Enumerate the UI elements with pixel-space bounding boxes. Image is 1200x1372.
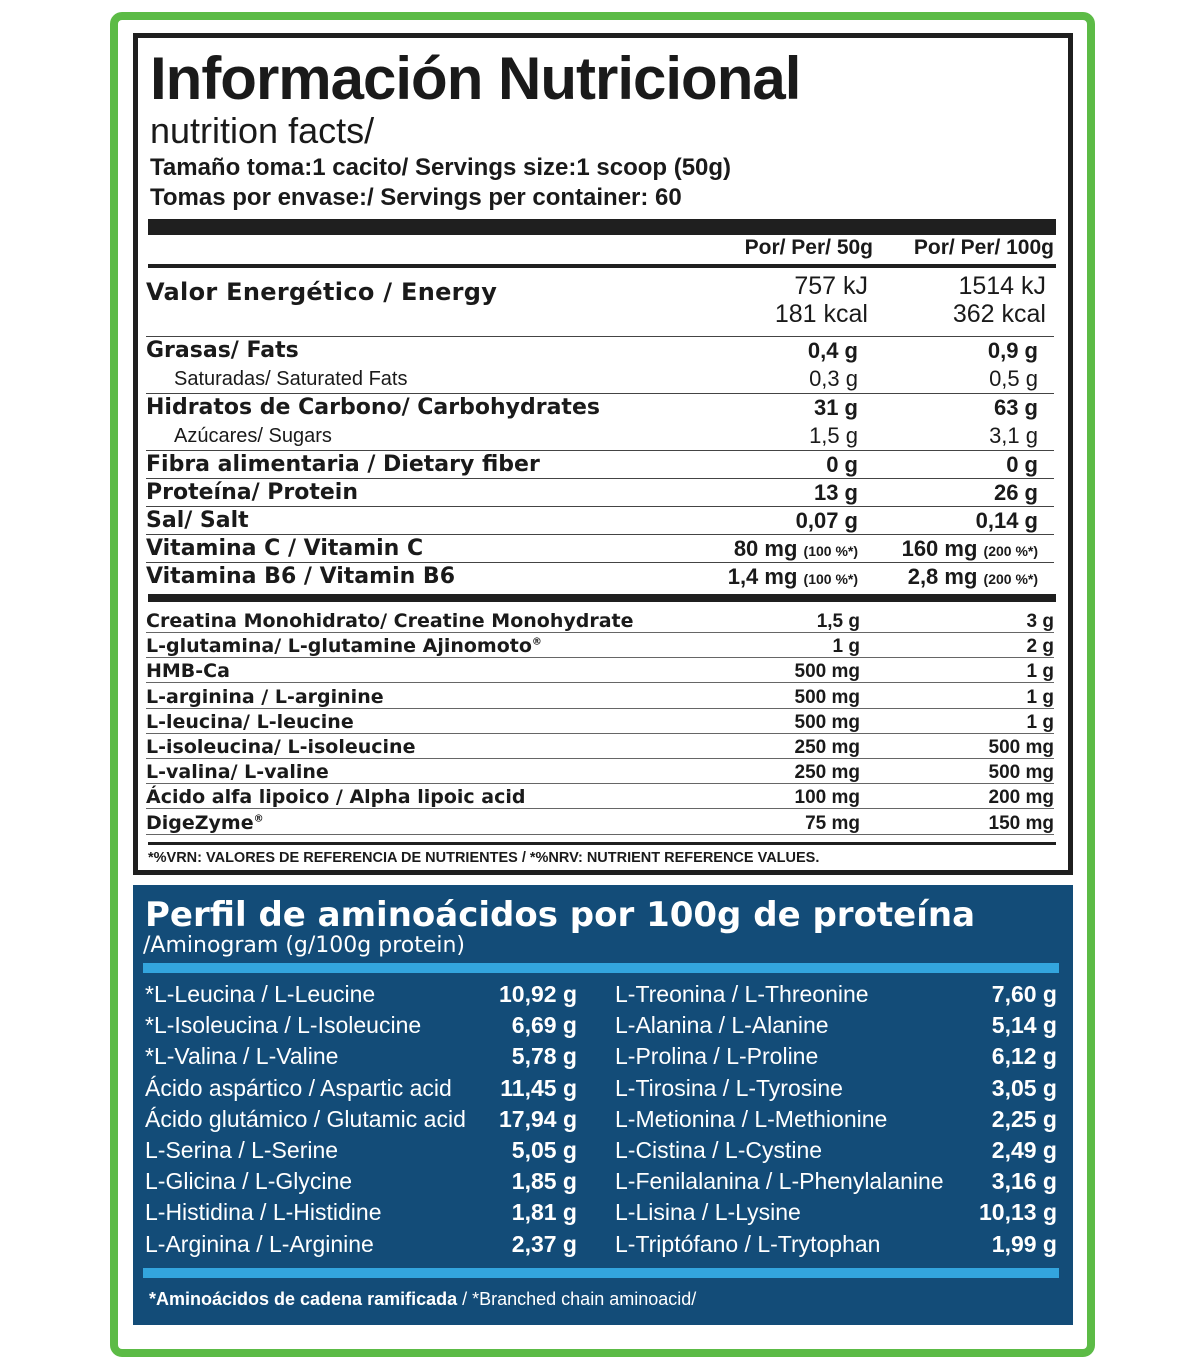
amino-row xyxy=(615,1137,1057,1168)
ingredient-label xyxy=(146,736,415,758)
ingredient-value-50: 100 mg xyxy=(794,787,860,809)
nutrient-row xyxy=(146,450,1054,478)
energy-per-serving xyxy=(775,272,868,328)
energy-kcal-100: 362 kcal xyxy=(952,300,1046,328)
ingredient-name: L-glutamina/ L-glutamine Ajinomoto xyxy=(146,635,532,658)
ingredient-label xyxy=(146,711,354,733)
servings-per-container: Tomas por envase:/ Servings per container: 60 xyxy=(150,184,682,211)
ingredient-value-50: 500 mg xyxy=(794,711,860,733)
page-title: Información Nutricional xyxy=(150,45,801,112)
amino-label: L-Lisina / L-Lysine xyxy=(615,1199,801,1226)
ingredient-name: Creatina Monohidrato/ Creatine Monohydrate xyxy=(146,610,634,632)
amino-value: 6,69 g xyxy=(511,1012,577,1039)
column-header-per-serving: Por/ Per/ 50g xyxy=(744,236,873,259)
amino-row xyxy=(145,1199,577,1230)
nutrient-amount-100: 2,8 mg xyxy=(907,564,978,589)
nutrient-label: Proteína/ Protein xyxy=(146,480,358,505)
nutrient-row xyxy=(146,422,1054,450)
ingredient-row xyxy=(146,734,1054,759)
ingredient-value-100: 1 g xyxy=(1026,661,1054,683)
nutrient-value-50 xyxy=(796,508,858,534)
energy-kj-100: 1514 kJ xyxy=(958,272,1046,300)
nutrient-value-100 xyxy=(988,338,1038,364)
amino-value: 1,81 g xyxy=(511,1199,577,1226)
amino-row xyxy=(145,1106,577,1137)
ingredient-row xyxy=(146,784,1054,809)
ingredient-value-50: 500 mg xyxy=(794,661,860,683)
nutrient-amount-100: 3,1 g xyxy=(989,423,1038,448)
nutrient-label: Sal/ Salt xyxy=(146,508,249,533)
nutrient-amount-100: 0,9 g xyxy=(987,338,1038,363)
ingredient-row xyxy=(146,684,1054,709)
nutrient-label: Grasas/ Fats xyxy=(146,338,299,363)
nrv-footnote: *%VRN: VALORES DE REFERENCIA DE NUTRIENTES / *%NRV: NUTRIENT REFERENCE VALUES. xyxy=(148,850,820,866)
nutrient-value-50 xyxy=(809,423,858,449)
nutrient-row xyxy=(146,393,1054,421)
amino-value: 1,99 g xyxy=(991,1230,1057,1257)
nutrient-row xyxy=(146,534,1054,562)
amino-value: 6,12 g xyxy=(991,1043,1057,1070)
amino-label: L-Alanina / L-Alanine xyxy=(615,1012,829,1039)
nutrient-amount-100: 63 g xyxy=(993,395,1038,420)
amino-row xyxy=(145,1137,577,1168)
nutrient-value-50 xyxy=(728,564,858,590)
nutrient-value-50 xyxy=(814,480,858,506)
ingredient-name: L-isoleucina/ L-isoleucine xyxy=(146,736,416,758)
page-subtitle: nutrition facts/ xyxy=(150,110,375,151)
divider-footnote xyxy=(148,842,1056,845)
amino-value: 17,94 g xyxy=(499,1105,577,1132)
aminogram-panel xyxy=(133,885,1073,1325)
nutrient-value-100 xyxy=(1006,452,1038,478)
ingredient-row xyxy=(146,709,1054,734)
aminogram-footnote-bold: *Aminoácidos de cadena ramificada xyxy=(149,1289,458,1309)
ingredient-name: HMB-Ca xyxy=(146,660,230,683)
energy-kj-50: 757 kJ xyxy=(794,272,868,300)
ingredient-row xyxy=(146,608,1054,633)
nutrient-label: Hidratos de Carbono/ Carbohydrates xyxy=(146,395,600,420)
nutrient-row xyxy=(146,562,1054,590)
amino-label: *L-Leucina / L-Leucine xyxy=(145,981,376,1007)
amino-value: 10,13 g xyxy=(979,1199,1057,1226)
nutrient-row xyxy=(146,478,1054,506)
ingredient-value-50: 250 mg xyxy=(794,737,860,758)
nutrient-label: Vitamina B6 / Vitamin B6 xyxy=(146,564,456,589)
ingredient-value-50: 500 mg xyxy=(794,686,860,708)
amino-row xyxy=(145,1168,577,1199)
amino-label: Ácido glutámico / Glutamic acid xyxy=(145,1105,466,1132)
amino-row xyxy=(615,981,1057,1012)
nutrient-amount-50: 0 g xyxy=(826,452,858,477)
energy-per-100 xyxy=(953,272,1046,328)
nutrient-amount-100: 0,5 g xyxy=(989,366,1038,391)
amino-row xyxy=(615,1106,1057,1137)
amino-value: 3,16 g xyxy=(991,1168,1057,1195)
nutrient-value-100 xyxy=(989,423,1038,449)
aminogram-subtitle: /Aminogram (g/100g protein) xyxy=(143,933,466,958)
ingredient-value-100: 500 mg xyxy=(988,737,1054,758)
ingredient-name: L-arginina / L-arginine xyxy=(146,685,384,708)
ingredient-label xyxy=(146,686,384,708)
amino-row xyxy=(615,1199,1057,1230)
amino-label: *L-Isoleucina / L-Isoleucine xyxy=(145,1012,422,1039)
nutrient-value-50 xyxy=(814,395,858,421)
aminogram-bar-bottom xyxy=(143,1268,1059,1278)
nutrient-value-100 xyxy=(976,508,1038,534)
ingredient-label xyxy=(146,660,230,682)
ingredient-name: L-leucina/ L-leucine xyxy=(146,710,354,733)
ingredient-value-50: 1,5 g xyxy=(816,611,860,632)
amino-label: L-Cistina / L-Cystine xyxy=(615,1137,823,1163)
nutrient-nrv-100: (200 %*) xyxy=(983,543,1038,559)
amino-label: L-Histidina / L-Histidine xyxy=(145,1199,382,1226)
amino-label: Ácido aspártico / Aspartic acid xyxy=(145,1074,452,1101)
ingredient-name: DigeZyme xyxy=(146,811,254,834)
nutrient-value-50 xyxy=(809,366,858,392)
ingredient-name: L-valina/ L-valine xyxy=(146,761,329,784)
ingredient-label xyxy=(146,761,329,783)
amino-value: 7,60 g xyxy=(991,981,1057,1007)
amino-value: 1,85 g xyxy=(511,1168,577,1195)
aminogram-title: Perfil de aminoácidos por 100g de proteína xyxy=(145,895,976,935)
nutrient-amount-100: 0 g xyxy=(1006,452,1038,477)
ingredient-value-100: 150 mg xyxy=(988,812,1054,834)
nutrient-value-100 xyxy=(902,536,1038,562)
ingredient-label xyxy=(146,812,264,834)
nutrient-amount-50: 0,4 g xyxy=(807,338,858,363)
nutrient-value-100 xyxy=(989,366,1038,392)
nutrient-label: Fibra alimentaria / Dietary fiber xyxy=(146,452,540,477)
energy-kcal-50: 181 kcal xyxy=(774,300,868,328)
amino-value: 3,05 g xyxy=(991,1074,1057,1101)
amino-value: 2,37 g xyxy=(511,1230,577,1257)
amino-row xyxy=(145,981,577,1012)
nutrient-value-50 xyxy=(808,338,858,364)
ingredient-value-100: 200 mg xyxy=(988,787,1054,809)
ingredient-row xyxy=(146,810,1054,835)
amino-row xyxy=(145,1231,577,1262)
nutrient-label: Saturadas/ Saturated Fats xyxy=(174,368,408,390)
nutrient-amount-50: 0,07 g xyxy=(795,508,858,533)
nutrient-amount-50: 1,5 g xyxy=(809,423,858,448)
ingredient-value-100: 3 g xyxy=(1026,611,1054,632)
amino-label: L-Tirosina / L-Tyrosine xyxy=(615,1074,843,1101)
aminogram-footnote xyxy=(149,1289,696,1310)
ingredient-label xyxy=(146,635,542,657)
amino-value: 5,78 g xyxy=(511,1043,577,1070)
amino-label: L-Arginina / L-Arginine xyxy=(145,1230,374,1257)
nutrient-row xyxy=(146,336,1054,364)
amino-row xyxy=(615,1012,1057,1043)
ingredient-name: Ácido alfa lipoico / Alpha lipoic acid xyxy=(146,786,526,809)
registered-mark: ® xyxy=(531,636,542,648)
ingredient-value-50: 250 mg xyxy=(794,762,860,784)
aminogram-bar-top xyxy=(143,963,1059,973)
amino-label: L-Serina / L-Serine xyxy=(145,1137,339,1163)
amino-label: L-Treonina / L-Threonine xyxy=(615,981,869,1007)
amino-label: L-Glicina / L-Glycine xyxy=(145,1168,353,1195)
nutrient-amount-50: 31 g xyxy=(813,395,858,420)
nutrient-value-50 xyxy=(734,536,858,562)
divider-header xyxy=(148,264,1056,268)
energy-label: Valor Energético / Energy xyxy=(146,278,498,306)
aminogram-footnote-rest: / *Branched chain aminoacid/ xyxy=(457,1289,697,1309)
amino-row xyxy=(145,1075,577,1106)
nutrition-facts-panel xyxy=(133,33,1073,875)
amino-value: 2,49 g xyxy=(991,1137,1057,1163)
amino-value: 10,92 g xyxy=(499,981,577,1007)
serving-size: Tamaño toma:1 cacito/ Servings size:1 scoop (50g) xyxy=(150,154,732,181)
amino-value: 5,14 g xyxy=(991,1012,1057,1039)
amino-value: 11,45 g xyxy=(500,1074,577,1101)
nutrient-row xyxy=(146,365,1054,393)
nutrient-amount-100: 26 g xyxy=(993,480,1038,505)
amino-row xyxy=(615,1231,1057,1262)
nutrient-amount-50: 0,3 g xyxy=(809,366,858,391)
amino-row xyxy=(145,1043,577,1074)
nutrient-amount-100: 160 mg xyxy=(901,536,978,561)
nutrient-nrv-50: (100 %*) xyxy=(803,571,858,587)
ingredient-value-50: 75 mg xyxy=(805,812,860,834)
nutrient-nrv-100: (200 %*) xyxy=(983,571,1038,587)
divider-thick xyxy=(148,219,1056,235)
amino-row xyxy=(145,1012,577,1043)
nutrient-value-100 xyxy=(994,395,1038,421)
amino-row xyxy=(615,1043,1057,1074)
ingredient-label xyxy=(146,610,634,632)
ingredient-value-50: 1 g xyxy=(832,636,860,658)
ingredient-row xyxy=(146,658,1054,683)
column-header-per-100: Por/ Per/ 100g xyxy=(913,236,1054,259)
nutrient-amount-100: 0,14 g xyxy=(975,508,1038,533)
amino-label: L-Triptófano / L-Trytophan xyxy=(615,1230,881,1257)
ingredient-value-100: 1 g xyxy=(1026,711,1054,733)
amino-value: 2,25 g xyxy=(991,1105,1057,1132)
ingredient-label xyxy=(146,786,526,808)
nutrient-value-100 xyxy=(994,480,1038,506)
ingredient-row xyxy=(146,759,1054,784)
nutrient-value-50 xyxy=(826,452,858,478)
ingredient-value-100: 2 g xyxy=(1026,636,1054,658)
amino-label: L-Prolina / L-Proline xyxy=(615,1043,819,1070)
nutrient-nrv-50: (100 %*) xyxy=(803,543,858,559)
divider-ingredients xyxy=(148,594,1056,602)
amino-row xyxy=(615,1075,1057,1106)
amino-label: L-Fenilalanina / L-Phenylalanine xyxy=(615,1168,944,1195)
nutrient-label: Azúcares/ Sugars xyxy=(174,425,332,447)
ingredient-value-100: 500 mg xyxy=(988,762,1054,784)
nutrient-label: Vitamina C / Vitamin C xyxy=(146,536,424,561)
amino-label: *L-Valina / L-Valine xyxy=(145,1043,339,1070)
ingredient-row xyxy=(146,633,1054,658)
amino-label: L-Metionina / L-Methionine xyxy=(615,1105,888,1132)
ingredient-value-100: 1 g xyxy=(1026,686,1054,708)
amino-value: 5,05 g xyxy=(511,1137,577,1163)
amino-row xyxy=(615,1168,1057,1199)
nutrient-amount-50: 80 mg xyxy=(733,536,798,561)
registered-mark: ® xyxy=(253,813,264,825)
nutrient-value-100 xyxy=(908,564,1038,590)
nutrient-amount-50: 13 g xyxy=(813,480,858,505)
nutrient-row xyxy=(146,506,1054,534)
nutrient-amount-50: 1,4 mg xyxy=(727,564,798,589)
